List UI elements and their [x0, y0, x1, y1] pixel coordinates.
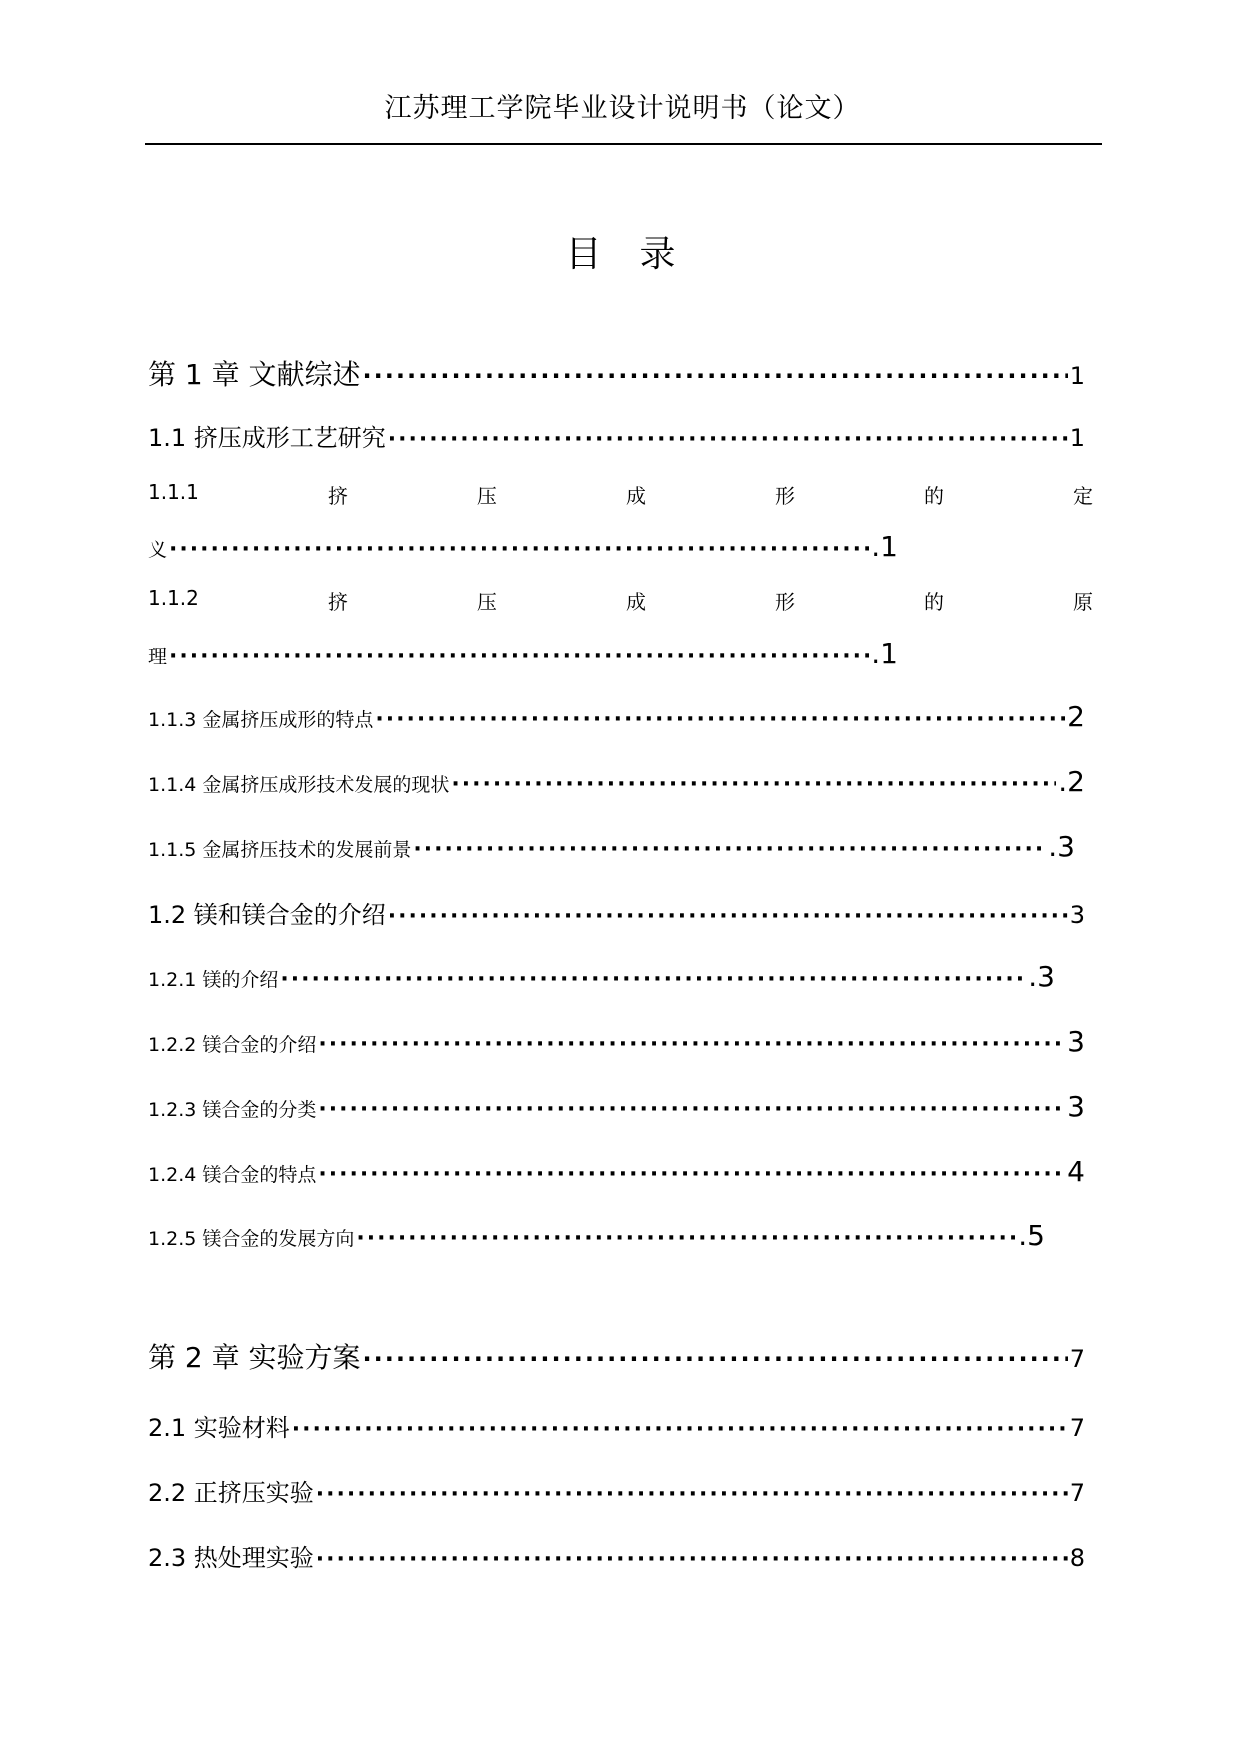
toc-entry-part: 形: [774, 484, 795, 508]
toc-entry-label: 1.2 镁和镁合金的介绍: [148, 901, 386, 929]
toc-entry-ch2[interactable]: [148, 1336, 1085, 1376]
toc-entry-label: 1.2.2 镁合金的介绍: [148, 1034, 317, 1056]
toc-entry-part: 成: [625, 590, 646, 614]
toc-entry-page: 4: [1067, 1155, 1085, 1188]
running-header: 江苏理工学院毕业设计说明书（论文）: [384, 93, 861, 124]
toc-entry-page: .3: [1048, 830, 1075, 863]
toc-entry-1-1[interactable]: [148, 418, 1085, 453]
toc-leader-dots: [413, 837, 1046, 862]
toc-entry-page: 7: [1069, 1345, 1085, 1373]
toc-entry-part: 1.1.2: [148, 586, 199, 610]
toc-entry-label: 2.3 热处理实验: [148, 1544, 314, 1572]
toc-leader-dots: [356, 1226, 1016, 1251]
toc-entry-page: .1: [871, 637, 898, 670]
toc-entry-part: 的: [923, 484, 944, 508]
toc-entry-label: 第 1 章 文献综述: [148, 358, 361, 391]
toc-entry-page: 3: [1069, 901, 1085, 929]
toc-entry-1-1-2-line1[interactable]: [148, 586, 1093, 615]
toc-entry-label: 1.1 挤压成形工艺研究: [148, 424, 386, 452]
toc-leader-dots: [375, 707, 1065, 732]
toc-entry-label: 1.1.3 金属挤压成形的特点: [148, 709, 374, 731]
toc-leader-dots: [318, 1032, 1065, 1057]
toc-entry-1-1-2-line2[interactable]: [148, 637, 898, 670]
toc-entry-part: 挤: [327, 484, 348, 508]
toc-entry-page: 3: [1067, 1025, 1085, 1058]
toc-entry-page: .3: [1028, 960, 1055, 993]
toc-entry-2-1[interactable]: [148, 1408, 1085, 1443]
toc-entry-1-2[interactable]: [148, 895, 1085, 930]
toc-entry-label: 理: [148, 646, 168, 668]
toc-leader-dots: [280, 967, 1026, 992]
toc-entry-label: 1.2.1 镁的介绍: [148, 969, 279, 991]
toc-entry-1-1-3[interactable]: [148, 700, 1085, 733]
toc-entry-part: 的: [923, 590, 944, 614]
toc-leader-dots: [169, 644, 869, 669]
toc-leader-dots: [388, 904, 1068, 929]
toc-entry-1-1-5[interactable]: [148, 830, 1075, 863]
toc-entry-page: .5: [1018, 1219, 1045, 1252]
toc-leader-dots: [388, 427, 1068, 452]
toc-entry-part: 1.1.1: [148, 480, 199, 504]
toc-leader-dots: [318, 1162, 1065, 1187]
toc-leader-dots: [363, 362, 1068, 390]
toc-entry-page: 2: [1067, 700, 1085, 733]
toc-entry-label: 2.2 正挤压实验: [148, 1479, 314, 1507]
header-divider: [145, 143, 1102, 145]
toc-entry-1-2-2[interactable]: [148, 1025, 1085, 1058]
toc-entry-1-2-5[interactable]: [148, 1219, 1045, 1252]
toc-leader-dots: [316, 1482, 1068, 1507]
toc-entry-page: 8: [1069, 1544, 1085, 1572]
toc-entry-label: 1.2.5 镁合金的发展方向: [148, 1228, 355, 1250]
toc-entry-1-2-3[interactable]: [148, 1090, 1085, 1123]
toc-entry-ch1[interactable]: [148, 353, 1085, 393]
toc-entry-label: 1.1.5 金属挤压技术的发展前景: [148, 839, 412, 861]
toc-entry-page: 7: [1069, 1414, 1085, 1442]
toc-entry-page: 3: [1067, 1090, 1085, 1123]
toc-entry-label: 1.2.3 镁合金的分类: [148, 1099, 317, 1121]
toc-entry-label: 义: [148, 539, 168, 561]
toc-entry-2-3[interactable]: [148, 1538, 1085, 1573]
toc-entry-part: 压: [476, 484, 497, 508]
toc-entry-label: 1.1.4 金属挤压成形技术发展的现状: [148, 774, 450, 796]
toc-entry-1-2-4[interactable]: [148, 1155, 1085, 1188]
toc-entry-part: 压: [476, 590, 497, 614]
toc-leader-dots: [169, 537, 869, 562]
toc-leader-dots: [292, 1417, 1068, 1442]
toc-leader-dots: [318, 1097, 1065, 1122]
toc-entry-label: 第 2 章 实验方案: [148, 1341, 361, 1374]
toc-entry-page: .2: [1058, 765, 1085, 798]
toc-entry-1-2-1[interactable]: [148, 960, 1055, 993]
toc-entry-1-1-1-line2[interactable]: [148, 530, 898, 563]
toc-entry-part: 成: [625, 484, 646, 508]
toc-entry-label: 2.1 实验材料: [148, 1414, 290, 1442]
toc-entry-page: .1: [871, 530, 898, 563]
toc-entry-1-1-4[interactable]: [148, 765, 1085, 798]
toc-entry-page: 1: [1069, 424, 1085, 452]
toc-leader-dots: [451, 772, 1056, 797]
toc-entry-label: 1.2.4 镁合金的特点: [148, 1164, 317, 1186]
toc-entry-part: 原: [1072, 590, 1093, 614]
toc-leader-dots: [363, 1345, 1068, 1373]
toc-entry-part: 定: [1072, 484, 1093, 508]
toc-leader-dots: [316, 1547, 1068, 1572]
toc-entry-part: 挤: [327, 590, 348, 614]
toc-title: 目录: [565, 234, 714, 275]
toc-entry-1-1-1-line1[interactable]: [148, 480, 1093, 509]
toc-entry-part: 形: [774, 590, 795, 614]
toc-entry-2-2[interactable]: [148, 1473, 1085, 1508]
toc-entry-page: 1: [1069, 362, 1085, 390]
toc-entry-page: 7: [1069, 1479, 1085, 1507]
